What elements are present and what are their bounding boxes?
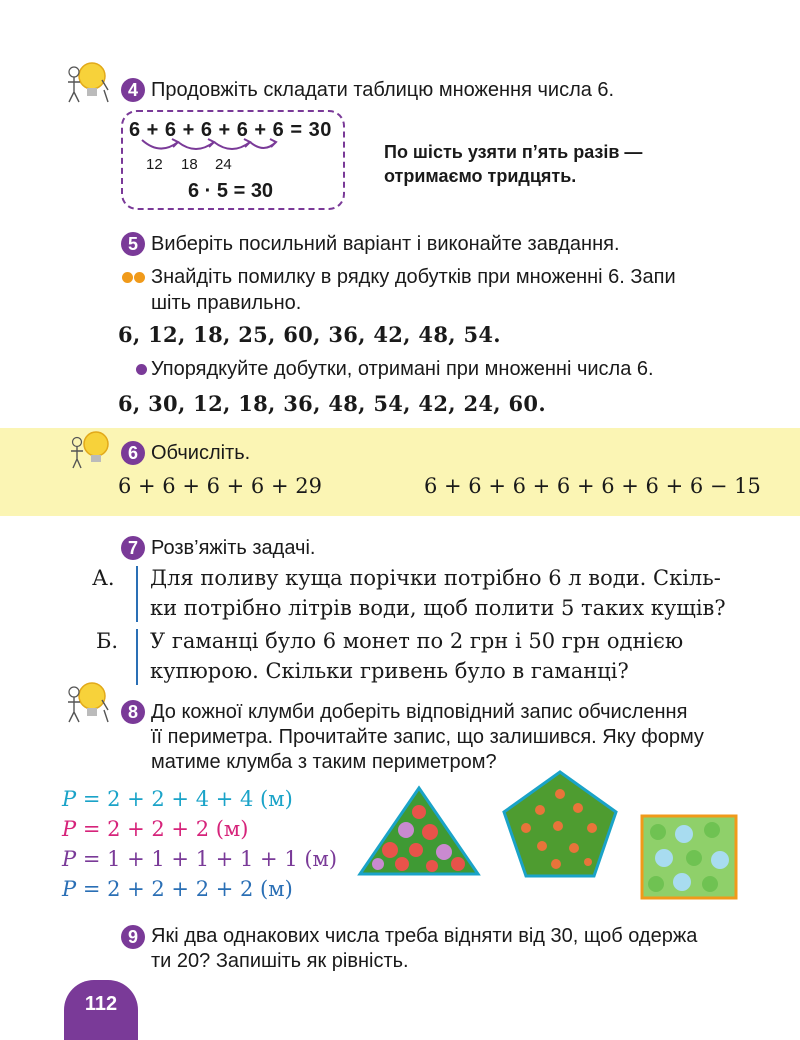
sequence-b: 6, 30, 12, 18, 36, 48, 54, 42, 24, 60. xyxy=(118,391,546,416)
perimeter-formula-1: P = 2 + 2 + 4 + 4 (м) xyxy=(62,787,293,811)
task-8-badge: 8 xyxy=(121,700,145,724)
task-5-text: Виберіть посильний варіант і виконайте завдання. xyxy=(151,233,620,255)
task-4-badge: 4 xyxy=(121,78,145,102)
partial-24: 24 xyxy=(215,156,232,173)
task-6-band xyxy=(0,428,800,516)
task-5-badge: 5 xyxy=(121,232,145,256)
two-dots-icon xyxy=(122,270,146,288)
sequence-a: 6, 12, 18, 25, 60, 36, 42, 48, 54. xyxy=(118,322,501,347)
task-9-badge: 9 xyxy=(121,925,145,949)
option-a-line-1: Знайдіть помилку в рядку добутків при множенні 6. Запи xyxy=(151,266,676,288)
partial-12: 12 xyxy=(146,156,163,173)
problem-b-line-2: купюрою. Скільки гривень було в гаманці? xyxy=(150,659,629,683)
problem-a-bar xyxy=(136,566,138,622)
task-8-line-3: матиме клумба з таким периметром? xyxy=(151,751,497,773)
task-7-badge: 7 xyxy=(121,536,145,560)
task-8-line-1: До кожної клумби доберіть відповідний запис обчислення xyxy=(151,701,688,723)
product-expression: 6 · 5 = 30 xyxy=(188,180,274,202)
problem-a-line-2: ки потрібно літрів води, щоб полити 5 таких кущів? xyxy=(150,596,726,620)
task-9-line-2: ти 20? Запишіть як рівність. xyxy=(151,950,409,972)
lightbulb-icon xyxy=(62,680,110,724)
lightbulb-icon xyxy=(62,60,110,104)
page-number: 112 xyxy=(84,993,118,1015)
triangle-flowerbed xyxy=(356,784,482,878)
problem-b-line-1: У гаманці було 6 монет по 2 грн і 50 грн однією xyxy=(150,629,684,653)
problem-b-bar xyxy=(136,629,138,685)
problem-b-letter: Б. xyxy=(96,629,119,653)
perimeter-formula-4: P = 2 + 2 + 2 + 2 (м) xyxy=(62,877,293,901)
problem-a-line-1: Для поливу куща порічки потрібно 6 л води. Скіль- xyxy=(150,566,721,590)
option-b-text: Упорядкуйте добутки, отримані при множенні числа 6. xyxy=(151,358,654,380)
note-line-1: По шість узяти п’ять разів — xyxy=(384,142,643,162)
task-4-text: Продовжіть складати таблицю множення числа 6. xyxy=(151,79,615,101)
one-dot-icon xyxy=(136,362,148,380)
square-flowerbed xyxy=(640,814,738,900)
problem-a-letter: А. xyxy=(92,566,115,590)
task-6-text: Обчисліть. xyxy=(151,442,251,464)
pentagon-flowerbed xyxy=(500,768,620,880)
expression-left: 6 + 6 + 6 + 6 + 29 xyxy=(118,474,322,498)
task-7-text: Розв’яжіть задачі. xyxy=(151,537,316,559)
perimeter-formula-2: P = 2 + 2 + 2 (м) xyxy=(62,817,249,841)
sum-expression: 6 + 6 + 6 + 6 + 6 = 30 xyxy=(129,119,332,141)
task-9-line-1: Які два однакових числа треба відняти від 30, щоб одержа xyxy=(151,925,698,947)
sum-arcs xyxy=(140,136,280,156)
lightbulb-icon xyxy=(66,430,112,470)
task-6-badge: 6 xyxy=(121,441,145,465)
perimeter-formula-3: P = 1 + 1 + 1 + 1 + 1 (м) xyxy=(62,847,338,871)
note-line-2: отримаємо тридцять. xyxy=(384,166,577,186)
partial-18: 18 xyxy=(181,156,198,173)
task-8-line-2: її периметра. Прочитайте запис, що залишився. Яку форму xyxy=(151,726,704,748)
expression-right: 6 + 6 + 6 + 6 + 6 + 6 + 6 − 15 xyxy=(424,474,761,498)
option-a-line-2: шіть правильно. xyxy=(151,292,302,314)
